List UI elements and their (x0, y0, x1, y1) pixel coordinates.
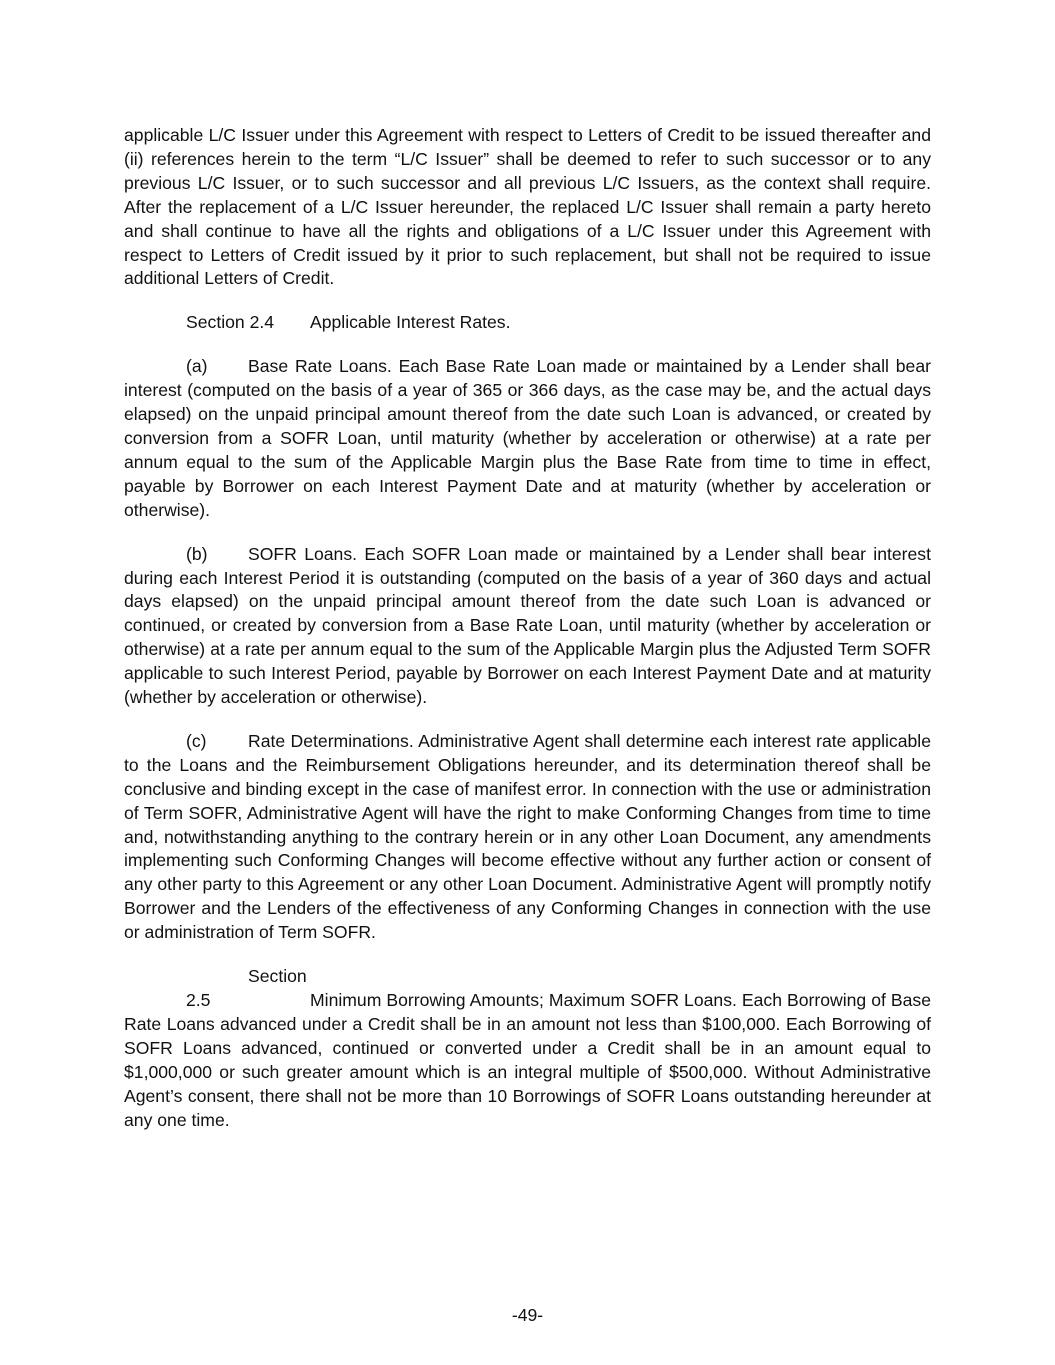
paragraph-a-text: Base Rate Loans. Each Base Rate Loan made or maintained by a Lender shall bear interest (computed on the basis of a year of 365 or 366 days, as the case may be, and the actual days elapsed) on the unpaid principal amount thereof from the date such Loan is advanced, or created by conversion from a SOFR Loan, until maturity (whether by acceleration or otherwise) at a rate per annum equal to the sum of the Applicable Margin plus the Base Rate from time to time in effect, payable by Borrower on each Interest Payment Date and at maturity (whether by acceleration or otherwise). (124, 356, 931, 520)
paragraph-c-label: (c) (186, 730, 207, 751)
section-2-4-heading (124, 311, 931, 335)
paragraph-b-label: (b) (186, 543, 208, 564)
section-2-4-number: Section 2.4 (186, 312, 275, 333)
page-number: -49- (511, 1305, 544, 1325)
section-2-5-paragraph (124, 965, 931, 1132)
continuation-paragraph: applicable L/C Issuer under this Agreement with respect to Letters of Credit to be issued thereafter and (ii) references herein to the term “L/C Issuer” shall be deemed to refer to such successor or to any previous L/C Issuer, or to such successor and all previous L/C Issuers, as the context shall require. After the replacement of a L/C Issuer hereunder, the replaced L/C Issuer shall remain a party hereto and shall continue to have all the rights and obligations of a L/C Issuer under this Agreement with respect to Letters of Credit issued by it prior to such replacement, but shall not be required to issue additional Letters of Credit. (124, 125, 931, 289)
paragraph-b-text: SOFR Loans. Each SOFR Loan made or maintained by a Lender shall bear interest during each Interest Period it is outstanding (computed on the basis of a year of 360 days and actual days elapsed) on the unpaid principal amount thereof from the date such Loan is advanced or continued, or created by conversion from a Base Rate Loan, until maturity (whether by acceleration or otherwise) at a rate per annum equal to the sum of the Applicable Margin plus the Adjusted Term SOFR applicable to such Interest Period, payable by Borrower on each Interest Payment Date and at maturity (whether by acceleration or otherwise). (124, 543, 931, 708)
section-2-5-text: Minimum Borrowing Amounts; Maximum SOFR Loans. Each Borrowing of Base Rate Loans advanced under a Credit shall be in an amount not less than $100,000. Each Borrowing of SOFR Loans advanced, continued or converted under a Credit shall be in an amount equal to $1,000,000 or such greater amount which is an integral multiple of $500,000. Without Administrative Agent’s consent, there shall not be more than 10 Borrowings of SOFR Loans outstanding hereunder at any one time. (124, 990, 931, 1130)
section-2-5-number: Section 2.5 (186, 966, 307, 1010)
paragraph-a (124, 355, 931, 522)
document-body (124, 124, 931, 1152)
paragraph-a-label: (a) (186, 356, 208, 377)
paragraph-c (124, 730, 931, 945)
paragraph-b (124, 543, 931, 710)
paragraph-c-text: Rate Determinations. Administrative Agent shall determine each interest rate applicable to the Loans and the Reimbursement Obligations hereunder, and its determination thereof shall be conclusive and binding except in the case of manifest error. In connection with the use or administration of Term SOFR, Administrative Agent will have the right to make Conforming Changes from time to time and, notwithstanding anything to the contrary herein or in any other Loan Document, any amendments implementing such Conforming Changes will become effective without any further action or consent of any other party to this Agreement or any other Loan Document. Administrative Agent will promptly notify Borrower and the Lenders of the effectiveness of any Conforming Changes in connection with the use or administration of Term SOFR. (124, 730, 931, 943)
section-2-4-title: Applicable Interest Rates. (310, 312, 511, 333)
